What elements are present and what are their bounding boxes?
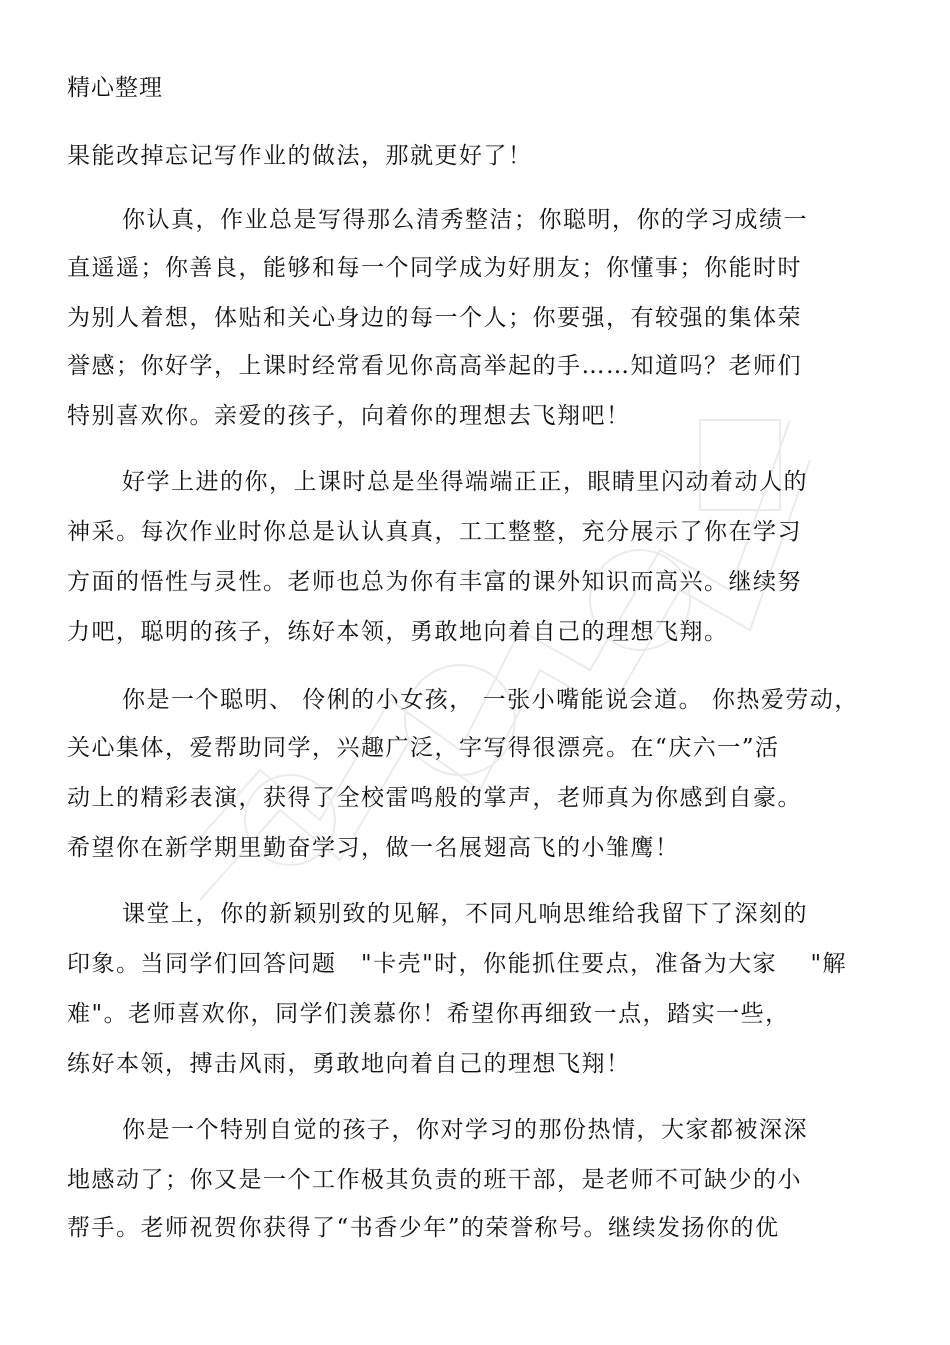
text-line: 帮手。老师祝贺你获得了“书香少年”的荣誉称号。继续发扬你的优 bbox=[67, 1215, 780, 1241]
text-line: 直遥遥；你善良，能够和每一个同学成为好朋友；你懂事；你能时时 bbox=[67, 255, 802, 281]
text-line: 你认真，作业总是写得那么清秀整洁；你聪明，你的学习成绩一 bbox=[122, 207, 808, 233]
text-line: 关心集体，爱帮助同学，兴趣广泛，字写得很漂亮。在“庆六一”活 bbox=[67, 735, 780, 761]
text-line: 特别喜欢你。亲爱的孩子，向着你的理想去飞翔吧！ bbox=[67, 403, 631, 429]
text-line: 誉感；你好学，上课时经常看见你高高举起的手……知道吗？老师们 bbox=[67, 353, 802, 379]
text-line: 课堂上，你的新颖别致的见解，不同凡响思维给我留下了深刻的 bbox=[122, 901, 808, 927]
text-line: 好学上进的你，上课时总是坐得端端正正，眼睛里闪动着动人的 bbox=[122, 469, 808, 495]
text-line: 你是一个特别自觉的孩子，你对学习的那份热情，大家都被深深 bbox=[122, 1117, 808, 1143]
text-line: 难"。老师喜欢你，同学们羡慕你！希望你再细致一点，踏实一些， bbox=[67, 1001, 790, 1027]
text-line: 为别人着想，体贴和关心身边的每一个人；你要强，有较强的集体荣 bbox=[67, 305, 802, 331]
text-line: 印象。当同学们回答问题 "卡壳"时，你能抓住要点，准备为大家 "解 bbox=[67, 951, 848, 977]
text-line: 神采。每次作业时你总是认认真真，工工整整，充分展示了你在学习 bbox=[67, 519, 802, 545]
text-line: 果能改掉忘记写作业的做法，那就更好了！ bbox=[67, 143, 533, 169]
text-line: 方面的悟性与灵性。老师也总为你有丰富的课外知识而高兴。继续努 bbox=[67, 569, 802, 595]
text-line: 你是一个聪明、 伶俐的小女孩， 一张小嘴能说会道。 你热爱劳动， bbox=[122, 687, 859, 713]
page-header-label: 精心整理 bbox=[67, 75, 163, 101]
text-line: 力吧，聪明的孩子，练好本领，勇敢地向着自己的理想飞翔。 bbox=[67, 619, 729, 645]
text-line: 练好本领，搏击风雨，勇敢地向着自己的理想飞翔！ bbox=[67, 1051, 631, 1077]
text-line: 希望你在新学期里勤奋学习，做一名展翅高飞的小雏鹰！ bbox=[67, 835, 680, 861]
text-line: 地感动了；你又是一个工作极其负责的班干部，是老师不可缺少的小 bbox=[67, 1167, 802, 1193]
text-line: 动上的精彩表演，获得了全校雷鸣般的掌声，老师真为你感到自豪。 bbox=[67, 785, 802, 811]
